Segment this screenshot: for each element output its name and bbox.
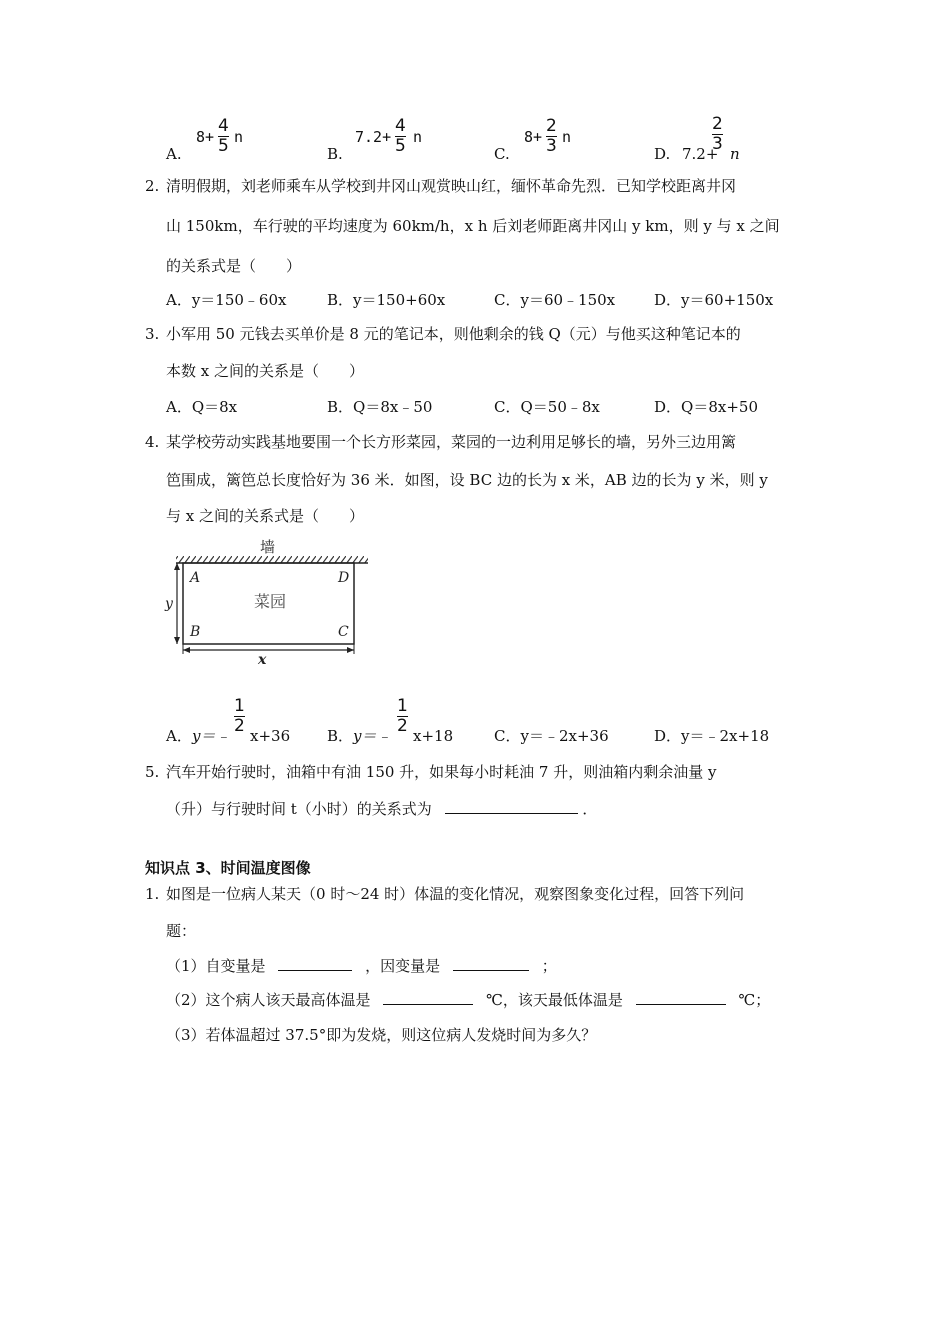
- fraction-numerator: 4: [395, 116, 406, 136]
- fraction-denominator: 5: [218, 136, 229, 156]
- option-label: A.: [166, 145, 182, 163]
- fraction: [234, 698, 245, 735]
- corner-a: A: [190, 570, 201, 586]
- corner-d: D: [338, 570, 350, 586]
- q2-option-d: D．y＝60+150x: [654, 291, 774, 309]
- q5-text-line2-start: （升）与行驶时间 t（小时）的关系式为: [166, 800, 432, 818]
- dependent-variable-blank[interactable]: [453, 956, 529, 971]
- option-variable: n: [730, 145, 740, 163]
- fraction-numerator: 2: [546, 116, 557, 136]
- min-temperature-blank[interactable]: [636, 990, 726, 1005]
- q2-option-c: C．y＝60﹣150x: [494, 291, 616, 309]
- q3-text-line2: 本数 x 之间的关系是（ ）: [166, 362, 364, 380]
- wall-hatching: [176, 556, 368, 563]
- q5-text-line2-end: ．: [582, 800, 598, 818]
- max-temperature-blank[interactable]: [383, 990, 473, 1005]
- fraction-numerator: 2: [712, 114, 723, 134]
- q2-text-line2: 山 150km，车行驶的平均速度为 60km/h，x h 后刘老师距离井冈山 y km，则 y 与 x 之间: [166, 217, 780, 235]
- option-whole: 8+: [524, 128, 543, 146]
- q3-number: 3.: [145, 325, 160, 343]
- independent-variable-blank[interactable]: [278, 956, 352, 971]
- fraction-denominator: 5: [395, 136, 406, 156]
- fraction-numerator: 1: [234, 696, 245, 716]
- q5-text-line1: 汽车开始行驶时，油箱中有油 150 升，如果每小时耗油 7 升，则油箱内剩余油量 y: [166, 763, 717, 781]
- q5-text-line2: [166, 799, 597, 819]
- option-variable: n: [562, 128, 572, 146]
- s1-text-line1: 如图是一位病人某天（0 时～24 时）体温的变化情况，观察图象变化过程，回答下列问: [166, 885, 745, 903]
- q4-option-c: C．y＝﹣2x+36: [494, 727, 609, 745]
- q3-option-a: A．Q＝8x: [166, 398, 238, 416]
- option-whole: 8+: [196, 128, 215, 146]
- q4-text-line2: 笆围成，篱笆总长度恰好为 36 米．如图，设 BC 边的长为 x 米，AB 边的长为 y 米，则 y: [166, 471, 768, 489]
- q5-number: 5.: [145, 763, 160, 781]
- option-prefix: y＝﹣: [353, 727, 392, 745]
- option-whole: 7.2+: [355, 128, 392, 146]
- s1-part3: （3）若体温超过 37.5°即为发烧，则这位病人发烧时间为多久？: [166, 1026, 597, 1044]
- q4-number: 4.: [145, 433, 160, 451]
- y-label: y: [165, 596, 173, 612]
- option-whole: 7.2+: [682, 145, 719, 163]
- option-suffix: x+36: [250, 727, 291, 745]
- q3-option-d: D．Q＝8x+50: [654, 398, 758, 416]
- option-label: C.: [494, 145, 510, 163]
- q2-text-line3: 的关系式是（ ）: [166, 257, 302, 275]
- wall-label: 墙: [260, 538, 276, 556]
- garden-figure: [160, 532, 375, 667]
- s1-part2-text-c: ℃；: [738, 991, 771, 1009]
- q3-option-b: B．Q＝8x﹣50: [327, 398, 433, 416]
- fraction: [712, 116, 723, 153]
- option-prefix: y＝﹣: [192, 727, 231, 745]
- corner-c: C: [338, 624, 349, 640]
- y-arrow-bottom: [174, 637, 180, 644]
- fraction-denominator: 2: [397, 716, 408, 736]
- option-label: B.: [327, 145, 343, 163]
- q1-option-d: [654, 114, 740, 163]
- y-arrow-top: [174, 563, 180, 570]
- q1-option-b: [327, 116, 423, 163]
- section-title: 知识点 3、时间温度图像: [145, 859, 311, 877]
- s1-part1-text-b: ，因变量是: [365, 957, 441, 975]
- s1-part2: [166, 990, 770, 1010]
- corner-b: B: [190, 624, 201, 640]
- fraction: [395, 118, 406, 155]
- fraction: [546, 118, 557, 155]
- option-label: A．: [166, 727, 192, 745]
- q2-number: 2.: [145, 177, 160, 195]
- fraction-denominator: 3: [546, 136, 557, 156]
- s1-part2-text-a: （2）这个病人该天最高体温是: [166, 991, 371, 1009]
- s1-number: 1.: [145, 885, 160, 903]
- s1-part1: [166, 956, 557, 976]
- q5-answer-blank[interactable]: [445, 799, 578, 814]
- q4-text-line3: 与 x 之间的关系式是（ ）: [166, 507, 364, 525]
- s1-text-line2: 题：: [166, 922, 197, 940]
- q4-text-line1: 某学校劳动实践基地要围一个长方形菜园，菜园的一边利用足够长的墙，另外三边用篱: [166, 433, 737, 451]
- option-label: D.: [654, 145, 671, 163]
- q2-text-line1: 清明假期，刘老师乘车从学校到井冈山观赏映山红，缅怀革命先烈．已知学校距离井冈: [166, 177, 737, 195]
- q2-option-a: A．y＝150﹣60x: [166, 291, 287, 309]
- fraction: [218, 118, 229, 155]
- option-variable: n: [413, 128, 423, 146]
- fraction-numerator: 4: [218, 116, 229, 136]
- option-label: B．: [327, 727, 354, 745]
- option-variable: n: [234, 128, 244, 146]
- q3-option-c: C．Q＝50﹣8x: [494, 398, 600, 416]
- s1-part1-text-c: ；: [541, 957, 557, 975]
- s1-part2-text-b: ℃，该天最低体温是: [486, 991, 623, 1009]
- garden-label: 菜园: [254, 592, 287, 611]
- x-arrow-right: [347, 647, 354, 653]
- q4-option-d: D．y＝﹣2x+18: [654, 727, 770, 745]
- fraction-numerator: 1: [397, 696, 408, 716]
- fraction-denominator: 3: [712, 134, 723, 154]
- option-suffix: x+18: [413, 727, 454, 745]
- q3-text-line1: 小军用 50 元钱去买单价是 8 元的笔记本，则他剩余的钱 Q（元）与他买这种笔记本的: [166, 325, 741, 343]
- s1-part1-text-a: （1）自变量是: [166, 957, 266, 975]
- q2-option-b: B．y＝150+60x: [327, 291, 446, 309]
- fraction: [397, 698, 408, 735]
- q1-option-c: [494, 116, 572, 163]
- x-label: x: [258, 652, 267, 667]
- q1-option-a: [166, 116, 244, 163]
- fraction-denominator: 2: [234, 716, 245, 736]
- x-arrow-left: [183, 647, 190, 653]
